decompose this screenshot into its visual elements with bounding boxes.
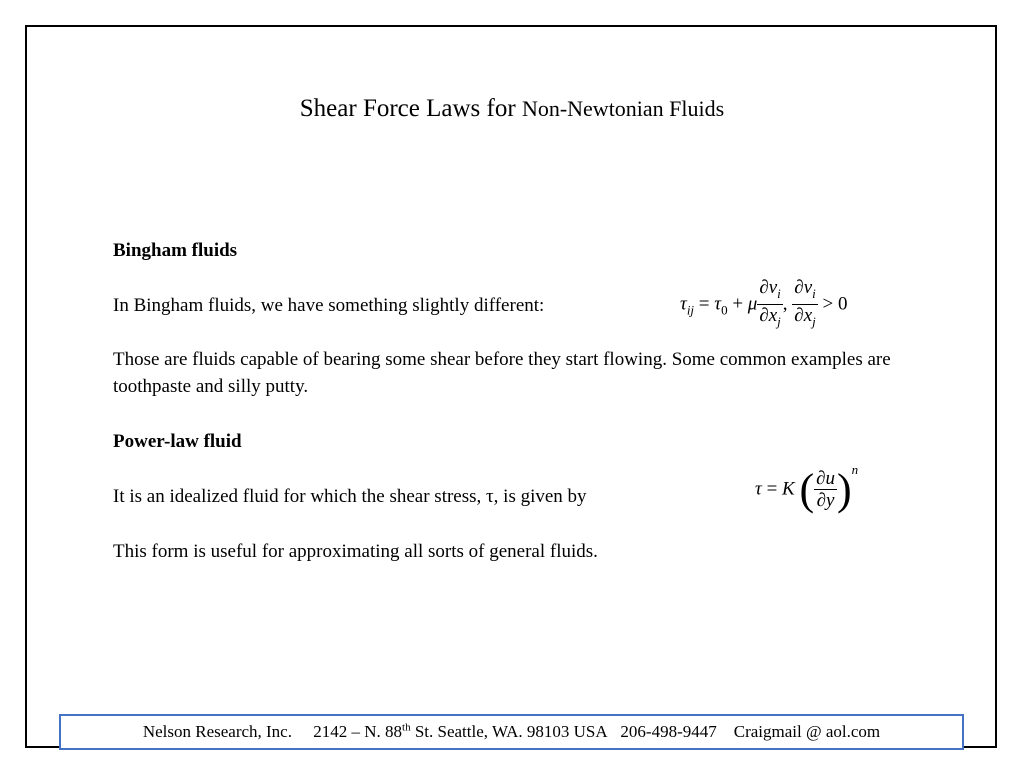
- footer-contact-bar: [59, 714, 964, 750]
- footer-company: Nelson Research, Inc.: [142, 722, 292, 741]
- title-main: Shear Force Laws for: [299, 95, 522, 122]
- footer-email: Craigmail @ aol.com: [733, 722, 881, 741]
- powerlaw-equation: τ = K ( $\frac{\partial u}{\partial y}$ )$^n$: [755, 462, 859, 514]
- title-rest: Non-Newtonian Fluids: [521, 96, 725, 121]
- powerlaw-description: This form is useful for approximating all sorts of general fluids.: [113, 541, 598, 562]
- bingham-equation: $\tau_{ij} = \tau_0 + \mu$ $\frac{\partial v_i}{\partial x_j}$ , $\frac{\partial v_i}{\partial x_j}$ > 0: [680, 277, 848, 329]
- bingham-intro: In Bingham fluids, we have something slightly different:: [113, 295, 545, 316]
- bingham-heading: Bingham fluids: [113, 240, 238, 261]
- bingham-description: Those are fluids capable of bearing some shear before they start flowing. Some common examples are toothpaste and silly putty.: [113, 349, 891, 397]
- powerlaw-heading: Power-law fluid: [113, 431, 242, 452]
- powerlaw-intro: It is an idealized fluid for which the shear stress, τ, is given by: [113, 486, 587, 507]
- slide-title: [0, 94, 1024, 124]
- footer-phone: 206-498-9447: [620, 722, 717, 741]
- footer-address: 2142 – N. 88th St. Seattle, WA. 98103 USA: [313, 721, 608, 741]
